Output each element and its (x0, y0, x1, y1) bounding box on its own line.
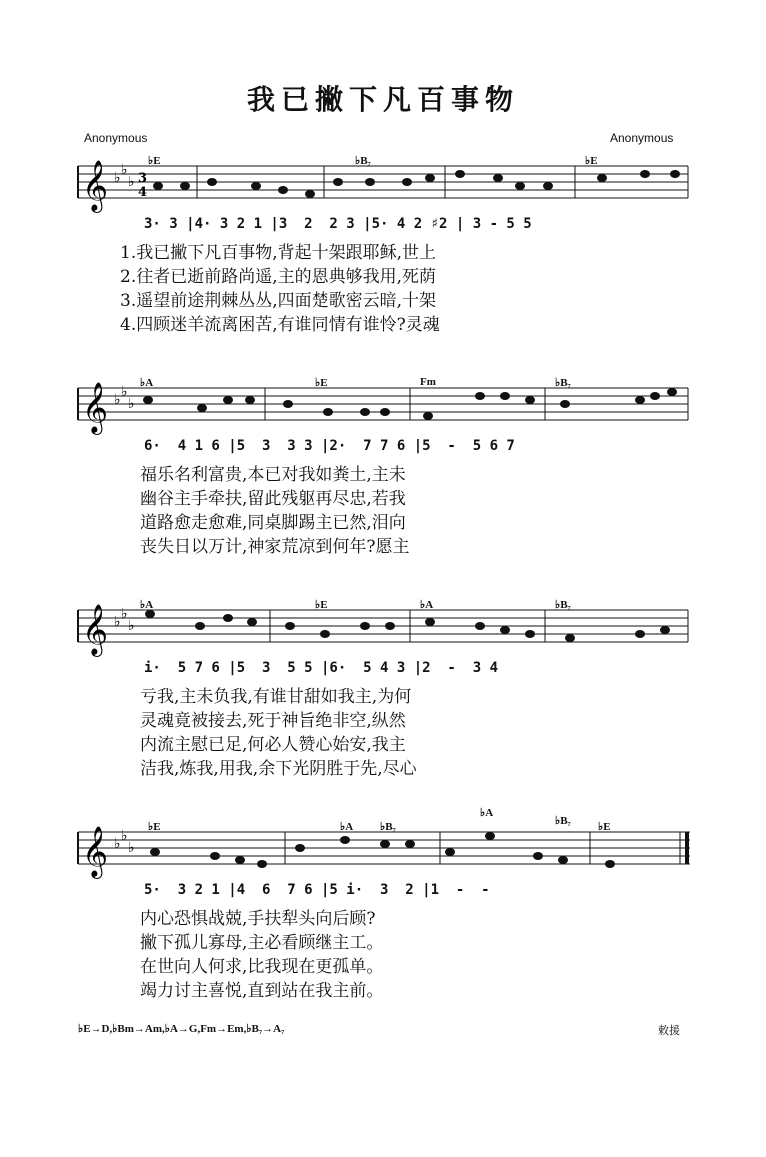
source-note: 敕援 (658, 1024, 680, 1037)
chord-symbol: ♭B₇ (380, 821, 396, 833)
music-system-4 (0, 807, 766, 1016)
lyric-verse-4: 竭力讨主喜悦,直到站在我主前。 (140, 981, 384, 1001)
transposition-note: ♭E→D,♭Bm→Am,♭A→G,Fm→Em,♭B₇→A₇ (78, 1023, 285, 1035)
chord-symbol: ♭E (148, 155, 161, 167)
svg-text:♭: ♭ (114, 170, 121, 186)
chord-symbol: ♭E (148, 821, 161, 833)
lyric-verse-3: 道路愈走愈难,同桌脚踢主已然,泪向 (140, 513, 406, 533)
chord-symbol: ♭E (598, 821, 611, 833)
lyric-verse-4: 洁我,炼我,用我,余下光阴胜于先,尽心 (140, 759, 417, 779)
svg-text:𝄞: 𝄞 (82, 160, 109, 211)
lyric-verse-2: 幽谷主手牵扶,留此残躯再尽忠,若我 (140, 489, 406, 509)
chord-symbol: ♭B₇ (555, 599, 571, 611)
lyric-verse-2: 2.往者已逝前路尚遥,主的恩典够我用,死荫 (120, 267, 437, 287)
numbered-notation: 5· 3 2 1 |4 6 7 6 |5 i· 3 2 |1 - - (144, 882, 490, 898)
lyricist-credit: Anonymous (84, 131, 148, 145)
lyric-verse-1: 内心恐惧战兢,手扶犁头向后顾? (140, 909, 376, 929)
svg-text:𝄞: 𝄞 (82, 382, 109, 433)
chord-symbol: ♭A (340, 821, 354, 833)
lyric-verse-2: 撇下孤儿寡母,主必看顾继主工。 (140, 933, 384, 953)
music-system-2 (0, 372, 766, 572)
chord-symbol: ♭E (315, 377, 328, 389)
numbered-notation: 3· 3 |4· 3 2 1 |3 2 2 3 |5· 4 2 ♯2 | 3 - 5 5 (144, 216, 532, 232)
svg-text:♭: ♭ (121, 384, 128, 400)
staff-2 (0, 372, 766, 442)
svg-text:♭: ♭ (121, 828, 128, 844)
lyric-verse-3: 内流主慰已足,何必人赞心始安,我主 (140, 735, 406, 755)
music-system-1 (0, 150, 766, 350)
chord-symbol: ♭A (480, 807, 494, 819)
svg-text:3: 3 (138, 171, 148, 186)
chord-symbol: ♭E (585, 155, 598, 167)
chord-symbol: ♭B₇ (555, 377, 571, 389)
svg-text:♭: ♭ (114, 836, 121, 852)
chord-symbol: ♭A (140, 377, 154, 389)
numbered-notation: i· 5 7 6 |5 3 5 5 |6· 5 4 3 |2 - 3 4 (144, 660, 499, 676)
lyric-verse-3: 3.遥望前途荆棘丛丛,四面楚歌密云暗,十架 (120, 291, 437, 311)
chord-symbol: ♭B₇ (555, 815, 571, 827)
lyric-verse-2: 灵魂竟被接去,死于神旨绝非空,纵然 (140, 711, 406, 731)
svg-text:♭: ♭ (128, 396, 135, 412)
chord-symbol: Fm (420, 376, 436, 388)
svg-text:♭: ♭ (114, 614, 121, 630)
lyric-verse-1: 亏我,主未负我,有谁甘甜如我主,为何 (140, 687, 412, 707)
svg-text:4: 4 (138, 185, 148, 200)
svg-text:♭: ♭ (128, 174, 135, 190)
song-title: 我已撇下凡百事物 (246, 83, 519, 116)
svg-text:♭: ♭ (114, 392, 121, 408)
svg-text:♭: ♭ (128, 618, 135, 634)
chord-symbol: ♭A (140, 599, 154, 611)
svg-text:♭: ♭ (128, 840, 135, 856)
chord-symbol: ♭E (315, 599, 328, 611)
chord-symbol: ♭B₇ (355, 155, 371, 167)
music-system-3 (0, 594, 766, 794)
staff-3 (0, 594, 766, 664)
lyric-verse-4: 丧失日以万计,神家荒凉到何年?愿主 (140, 537, 410, 557)
svg-text:♭: ♭ (121, 162, 128, 178)
numbered-notation: 6· 4 1 6 |5 3 3 3 |2· 7 7 6 |5 - 5 6 7 (144, 438, 515, 454)
svg-text:♭: ♭ (121, 606, 128, 622)
lyric-verse-1: 1.我已撇下凡百事物,背起十架跟耶稣,世上 (120, 243, 437, 263)
svg-text:𝄞: 𝄞 (82, 826, 109, 877)
staff-1 (0, 150, 766, 220)
lyric-verse-1: 福乐名利富贵,本已对我如粪土,主未 (140, 465, 406, 485)
chord-symbol: ♭A (420, 599, 434, 611)
svg-text:𝄞: 𝄞 (82, 604, 109, 655)
composer-credit: Anonymous (610, 131, 674, 145)
lyric-verse-3: 在世向人何求,比我现在更孤单。 (140, 957, 384, 977)
lyric-verse-4: 4.四顾迷羊流离困苦,有谁同情有谁怜?灵魂 (120, 315, 440, 335)
